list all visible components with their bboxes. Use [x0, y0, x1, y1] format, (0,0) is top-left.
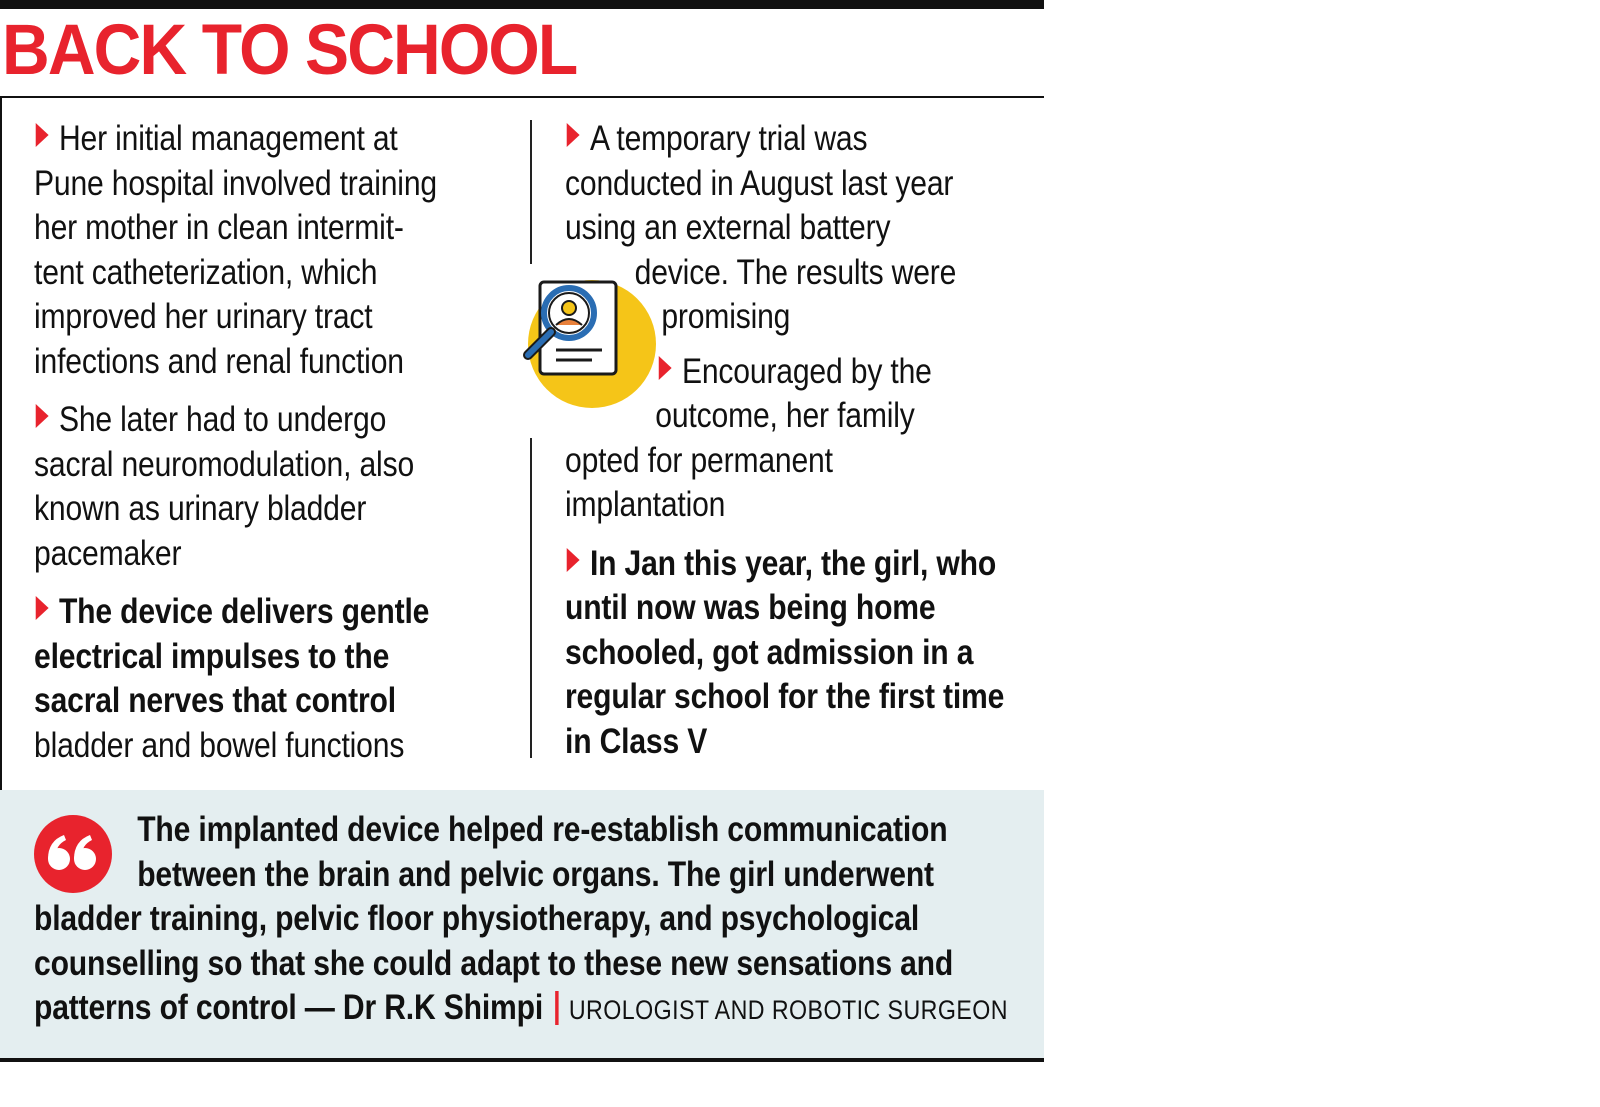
left-border	[0, 96, 2, 790]
red-arrow-bullet-icon	[36, 596, 49, 620]
pull-quote: The implanted device helped re-establish communication between the brain and pelvic organs. The girl underwent bladder training, pelvic floor physiotherapy, and psychological counselling so that she could adapt to these new sensations and patterns of control — Dr R.K Shimpi UROLOGIST AND ROBOTIC SURGEON	[34, 810, 1008, 1027]
left-column	[34, 117, 498, 782]
attribution-separator	[555, 991, 558, 1025]
quote-attribution: patterns of control — Dr R.K Shimpi	[34, 988, 544, 1027]
red-arrow-bullet-icon	[659, 356, 672, 380]
column-divider-bottom	[530, 438, 532, 758]
bullet-neuromodulation: She later had to undergo sacral neuromodulation, also known as urinary bladder pacemaker	[34, 400, 415, 573]
bullet-implantation: Encouraged by the outcome, her family opted for permanent implantation	[565, 351, 932, 524]
document-magnifier-icon	[520, 280, 660, 410]
red-arrow-bullet-icon	[567, 123, 580, 147]
bullet-device: The device delivers gentle electrical impulses to the sacral nerves that control bladder and bowel functions	[34, 592, 430, 765]
column-divider-top	[530, 120, 532, 264]
headline-rule	[0, 96, 1044, 98]
right-column	[565, 117, 1036, 778]
bullet-trial: A temporary trial was conducted in August last year using an external battery device. The results were promising	[565, 119, 957, 336]
quote-bottom-rule	[0, 1058, 1044, 1062]
bullet-school: In Jan this year, the girl, who until now was being home schooled, got admission in a regular school for the first time in Class V	[565, 543, 1005, 761]
red-arrow-bullet-icon	[567, 548, 580, 572]
red-arrow-bullet-icon	[36, 404, 49, 428]
bullet-management: Her initial management at Pune hospital involved training her mother in clean intermit- tent catheterization, which improved her urinary tract infections and renal function	[34, 119, 437, 381]
red-arrow-bullet-icon	[36, 123, 49, 147]
attribution-title: UROLOGIST AND ROBOTIC SURGEON	[568, 995, 1008, 1025]
headline: BACK TO SCHOOL	[2, 11, 577, 90]
